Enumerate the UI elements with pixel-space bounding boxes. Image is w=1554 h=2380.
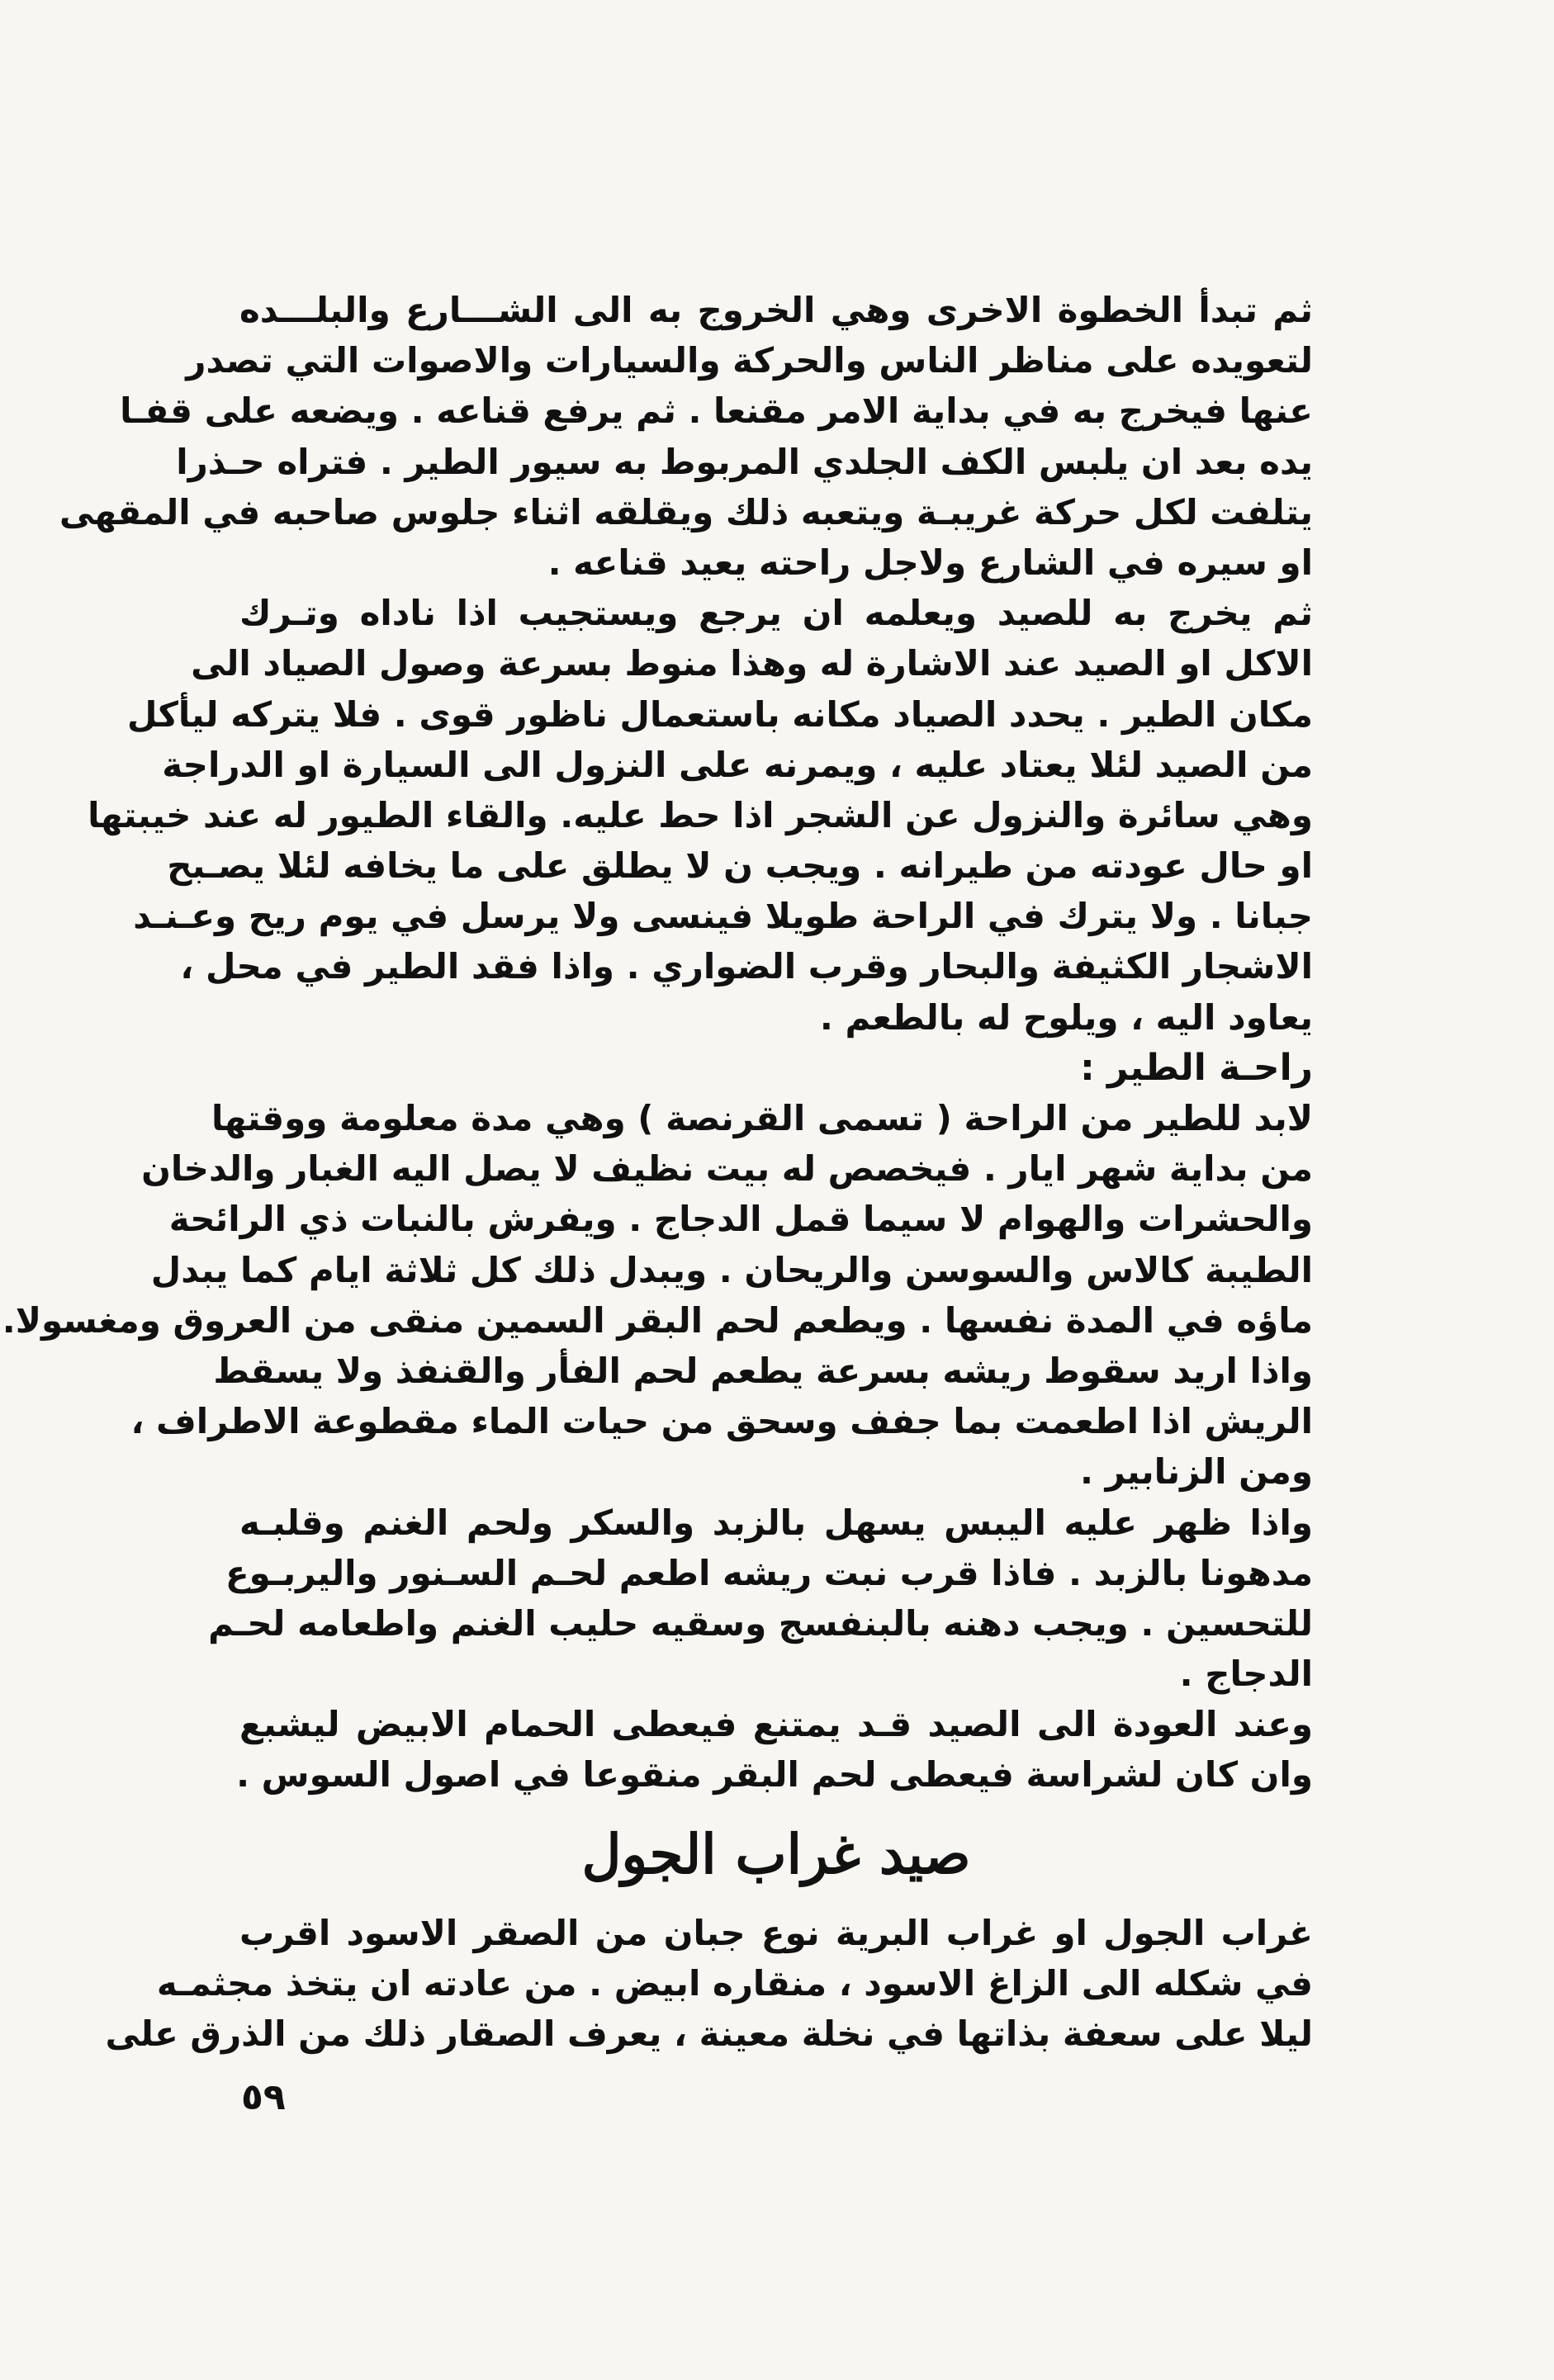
paragraph-group-1 — [59, 285, 1313, 1043]
text-line: مدهونا بالزبد . فاذا قرب نبت ريشه اطعم لحـم السـنور واليربـوع — [225, 1552, 1313, 1593]
text-line: واذا ظهر عليه اليبس يسهل بالزبد والسكر ولحم الغنم وقلبـه — [239, 1502, 1313, 1543]
text-line: الاكل او الصيد عند الاشارة له وهذا منوط بسرعة وصول الصياد الى — [191, 643, 1313, 684]
text-line: لتعويده على مناظر الناس والحركة والسيارات والاصوات التي تصدر — [186, 340, 1313, 381]
text-line: ثم يخرج به للصيد ويعلمه ان يرجع ويستجيب اذا ناداه وتـرك — [239, 593, 1313, 634]
text-line: يتلفت لكل حركة غريبـة ويتعبه ذلك ويقلقه اثناء جلوس صاحبه في المقهى — [59, 491, 1313, 532]
text-line: والحشرات والهوام لا سيما قمل الدجاج . ويفرش بالنبات ذي الرائحة — [168, 1199, 1313, 1240]
text-line: وعند العودة الى الصيد قـد يمتنع فيعطى الحمام الابيض ليشبع — [239, 1704, 1313, 1745]
text-line: وهي سائرة والنزول عن الشجر اذا حط عليه. والقاء الطيور له عند خيبتها — [88, 794, 1313, 835]
text-line: ماؤه في المدة نفسها . ويطعم لحم البقر السمين منقى من العروق ومغسولا. — [2, 1299, 1313, 1341]
text-line: لابد للطير من الراحة ( تسمى القرنصة ) وهي مدة معلومة ووقتها — [211, 1098, 1313, 1138]
text-line: او سيره في الشارع ولاجل راحته يعيد قناعه . — [547, 542, 1313, 583]
paragraph-group-2 — [2, 1093, 1313, 1800]
text-line: للتحسين . ويجب دهنه بالبنفسج وسقيه حليب الغنم واطعامه لحـم — [208, 1602, 1313, 1644]
text-line: ليلا على سعفة بذاتها في نخلة معينة ، يعرف الصقار ذلك من الذرق على — [105, 2013, 1313, 2054]
text-line: الاشجار الكثيفة والبحار وقرب الضواري . واذا فقد الطير في محل ، — [180, 946, 1313, 987]
text-line: ومن الزنابير . — [1080, 1451, 1313, 1493]
text-line: جبانا . ولا يترك في الراحة طويلا فينسى ولا يرسل في يوم ريح وعـنـد — [133, 896, 1313, 937]
text-line: وان كان لشراسة فيعطى لحم البقر منقوعا في اصول السوس . — [236, 1754, 1313, 1796]
text-line: يده بعد ان يلبس الكف الجلدي المربوط به سيور الطير . فتراه حـذرا — [176, 441, 1313, 482]
page-text — [2, 285, 1313, 2059]
subheading: راحـة الطير : — [1080, 1046, 1313, 1089]
text-line: من الصيد لئلا يعتاد عليه ، ويمرنه على النزول الى السيارة او الدراجة — [162, 744, 1313, 785]
text-line: عنها فيخرج به في بداية الامر مقنعا . ثم يرفع قناعه . ويضعه على قفـا — [120, 390, 1313, 432]
text-line: الدجاج . — [1179, 1654, 1313, 1695]
text-line: الطيبة كالاس والسوسن والريحان . ويبدل ذلك كل ثلاثة ايام كما يبدل — [150, 1249, 1313, 1290]
text-line: واذا اريد سقوط ريشه بسرعة يطعم لحم الفأر والقنفذ ولا يسقط — [213, 1350, 1313, 1391]
page-number: ٥٩ — [241, 2076, 286, 2118]
text-line: يعاود اليه ، ويلوح له بالطعم . — [819, 996, 1313, 1038]
paragraph-group-3 — [105, 1908, 1313, 2060]
text-line: ثم تبدأ الخطوة الاخرى وهي الخروج به الى الشـــارع والبلـــده — [239, 290, 1313, 330]
text-line: غراب الجول او غراب البرية نوع جبان من الصقر الاسود اقرب — [239, 1912, 1313, 1953]
section-title: صيد غراب الجول — [581, 1821, 971, 1886]
text-line: او حال عودته من طيرانه . ويجب ن لا يطلق على ما يخافه لئلا يصـبح — [167, 845, 1313, 887]
text-line: من بداية شهر ايار . فيخصص له بيت نظيف لا يصل اليه الغبار والدخان — [141, 1148, 1313, 1190]
text-line: الريش اذا اطعمت بما جفف وسحق من حيات الماء مقطوعة الاطراف ، — [130, 1401, 1313, 1442]
text-line: في شكله الى الزاغ الاسود ، منقاره ابيض . من عادته ان يتخذ مجثمـه — [156, 1962, 1313, 2004]
text-line: مكان الطير . يحدد الصياد مكانه باستعمال ناظور قوى . فلا يتركه ليأكل — [126, 693, 1313, 735]
